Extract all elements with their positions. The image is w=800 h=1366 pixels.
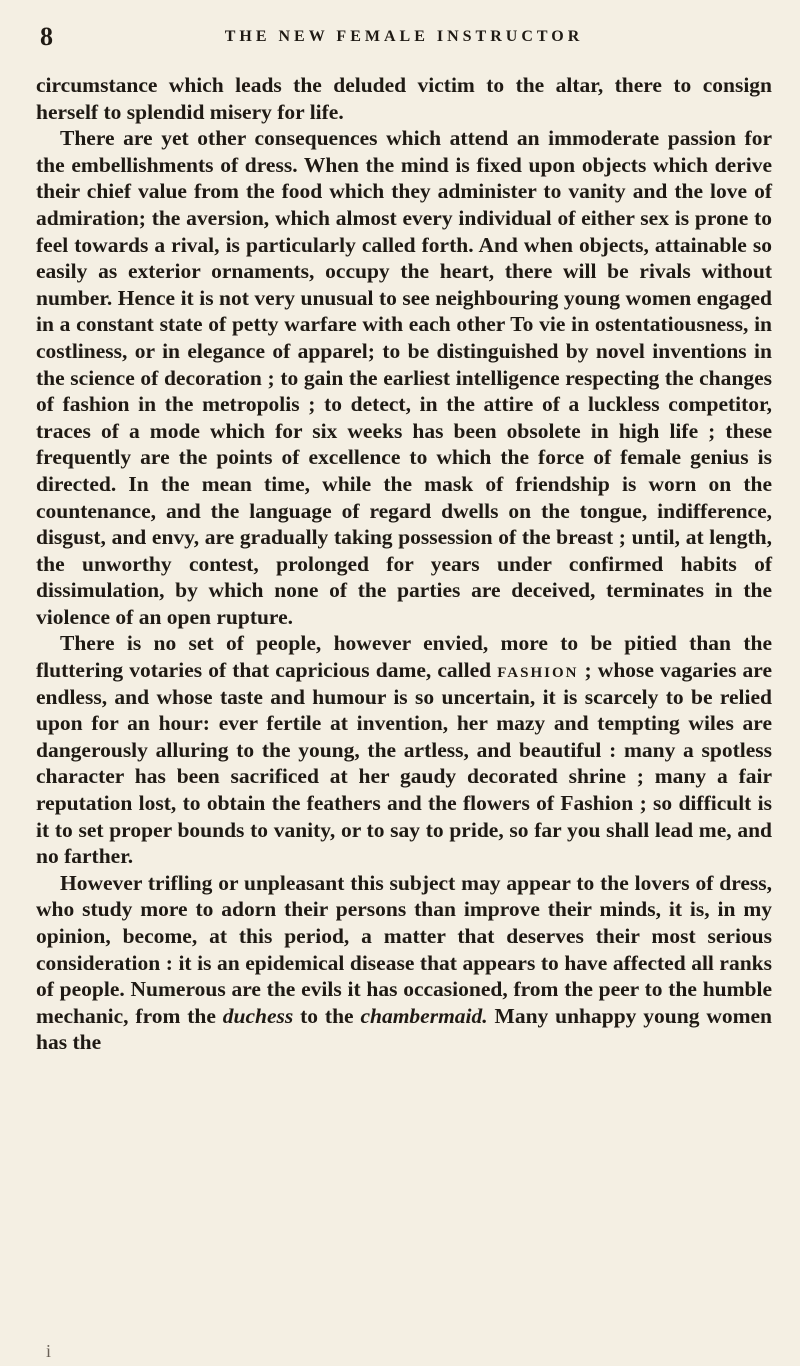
- text-run: There is no set of people, however envied, more to be pitied than the fluttering votaries of that capricious dame, called: [36, 631, 772, 683]
- italic-term: duchess: [222, 1003, 294, 1028]
- text-run: to the: [293, 1003, 361, 1028]
- text-run: circumstance which leads the deluded victim to the altar, there to consign herself to splendid misery for life.: [36, 73, 772, 124]
- text-run: However trifling or unpleasant this subject may appear to the lovers of dress, who study more to adorn their persons than improve their minds, it is, in my opinion, become, at this period, a matter that deserves their most serious consideration : it is an epidemical disease that appears to have affected all ranks of people. Numerous are the evils it has occasioned, from the peer to the humble mechanic, from the: [36, 870, 772, 1028]
- body-text: [36, 72, 772, 1056]
- paragraph: [36, 125, 772, 630]
- italic-term: chambermaid.: [360, 1003, 488, 1028]
- page-header: [36, 22, 772, 54]
- paragraph: [36, 870, 772, 1056]
- text-run: ; whose vagaries are endless, and whose taste and humour is so uncertain, it is scarcely to be relied upon for an hour: ever fertile at invention, her mazy and tempting wiles are dangerously alluring to the young, the artless, and beautiful : many a spotless character has been sacrificed at her gaudy decorated shrine ; many a fair reputation lost, to obtain the feathers and the flowers of Fashion ; so difficult is it to set proper bounds to vanity, or to say to pride, so far you shall lead me, and no farther.: [36, 658, 772, 869]
- paragraph: [36, 630, 772, 869]
- signature-mark: i: [46, 1341, 52, 1361]
- paragraph: [36, 72, 772, 125]
- text-run: There are yet other consequences which attend an immoderate passion for the embellishments of dress. When the mind is fixed upon objects which derive their chief value from the food which they administer to vanity and the love of admiration; the aversion, which almost every individual of either sex is prone to feel towards a rival, is particularly called forth. And when objects, attainable so easily as exterior ornaments, occupy the heart, there will be rivals without number. Hence it is not very unusual to see neighbouring young women engaged in a constant state of petty warfare with each other To vie in ostentatiousness, in costliness, or in elegance of apparel; to be distinguished by novel inventions in the science of decoration ; to gain the earliest intelligence respecting the changes of fashion in the metropolis ; to detect, in the attire of a luckless competitor, traces of a mode which for six weeks has been obsolete in high life ; these frequently are the points of excellence to which the force of female genius is directed. In the mean time, while the mask of friendship is worn on the countenance, and the language of regard dwells on the tongue, indifference, disgust, and envy, are gradually taking possession of the breast ; until, at length, the unworthy contest, prolonged for years under confirmed habits of dissimulation, by which none of the parties are deceived, terminates in the violence of an open rupture.: [36, 126, 772, 629]
- text-run: Many unhappy young women has the: [36, 1003, 772, 1055]
- page-number: 8: [40, 22, 53, 51]
- small-caps-term: fashion: [497, 658, 579, 683]
- running-title: THE NEW FEMALE INSTRUCTOR: [224, 28, 584, 45]
